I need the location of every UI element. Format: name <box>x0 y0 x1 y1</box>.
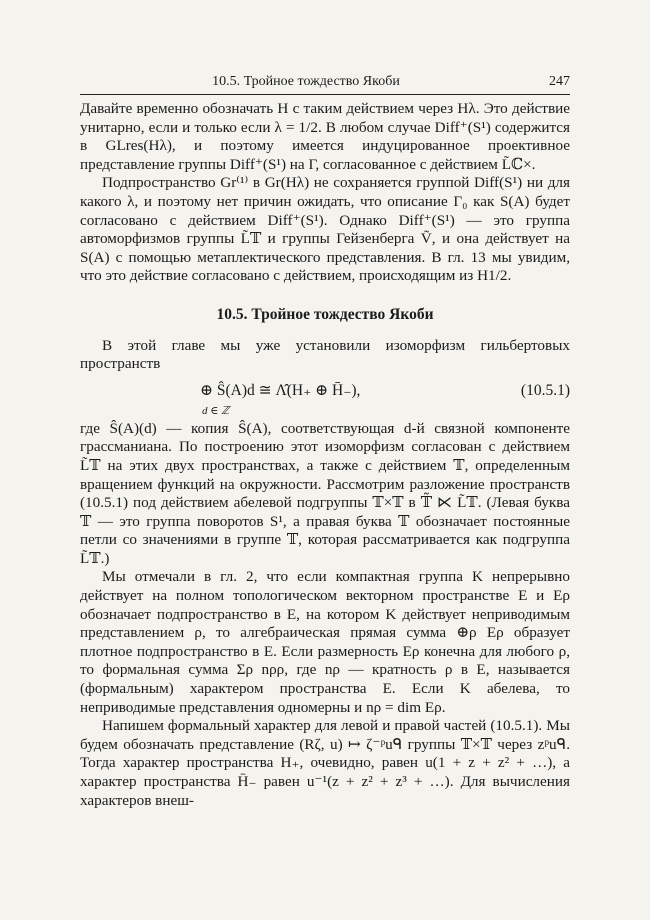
running-header <box>80 72 570 95</box>
formula-number: (10.5.1) <box>520 381 570 399</box>
header-title: 10.5. Тройное тождество Якоби <box>212 74 400 89</box>
section-title: 10.5. Тройное тождество Якоби <box>216 305 434 323</box>
paragraph: Давайте временно обозначать H с таким действием через Hλ. Это действие унитарно, если и только если λ = 1/2. В любом случае Diff⁺(S¹) содержится в GLres(Hλ), и поэтому имеется индуцированное проективное представление группы Diff⁺(S¹) на Γ, согласованное с действием L̃ℂ×. <box>80 100 570 173</box>
paragraph: Мы отмечали в гл. 2, что если компактная группа K непрерывно действует на полном топологическом векторном пространстве E и Eρ обозначает подпространство в E, на котором K действует неприводимым представлением ρ, то алгебраическая прямая сумма ⊕ρ Eρ образует плотное подпространство в E. Если размерность Eρ конечна для любого ρ, то формальная сумма Σρ nρρ, где nρ — кратность ρ в E, называется (формальным) характером пространства E. Если K абелева, то неприводимые представления одномерны и nρ = dim Eρ. <box>80 568 570 716</box>
paragraph: Подпространство Gr⁽¹⁾ в Gr(Hλ) не сохраняется группой Diff(S¹) ни для какого λ, и поэтому нет причин ожидать, что описание Γ₀ как S(A) будет согласовано с действием Diff⁺(S¹). Однако Diff⁺(S¹) — это группа автоморфизмов группы L̃𝕋 и группы Гейзенберга Ṽ, и она действует на S(A) с помощью метаплектического представления. В гл. 13 мы увидим, что это действие согласовано с действием, происходящим из H1/2. <box>80 174 570 285</box>
formula-subscript: d ∈ ℤ <box>202 404 230 417</box>
formula-expression: ⊕ Ŝ(A)d ≅ Λ̂(H₊ ⊕ H̄₋), <box>200 381 361 399</box>
paragraph: Напишем формальный характер для левой и правой частей (10.5.1). Мы будем обозначать представление (Rζ, u) ↦ ζ⁻ᵖuᑫ группы 𝕋×𝕋 через zᵖuᑫ. Тогда характер пространства H₊, очевидно, равен u(1 + z + z² + …), а характер пространства H̄₋ равен u⁻¹(z + z² + z³ + …). Для вычисления характеров внеш- <box>80 717 570 809</box>
body-text <box>80 100 570 810</box>
paragraph: где Ŝ(A)(d) — копия Ŝ(A), соответствующая d-й связной компоненте грассманиана. По построению этот изоморфизм согласован с действием L̃𝕋 на этих двух пространствах, а также с действием 𝕋, определенным вращением функций на окружности. Рассмотрим разложение пространств (10.5.1) под действием абелевой подгруппы 𝕋×𝕋 в 𝕋̃ ⋉ L̃𝕋. (Левая буква 𝕋 — это группа поворотов S¹, а правая буква 𝕋 обозначает постоянные петли со значениями в группе 𝕋, которая рассматривается как подгруппа L̃𝕋.) <box>80 419 570 567</box>
page-number: 247 <box>549 74 570 89</box>
display-formula <box>80 376 570 416</box>
paragraph: В этой главе мы уже установили изоморфизм гильбертовых пространств <box>80 336 570 373</box>
